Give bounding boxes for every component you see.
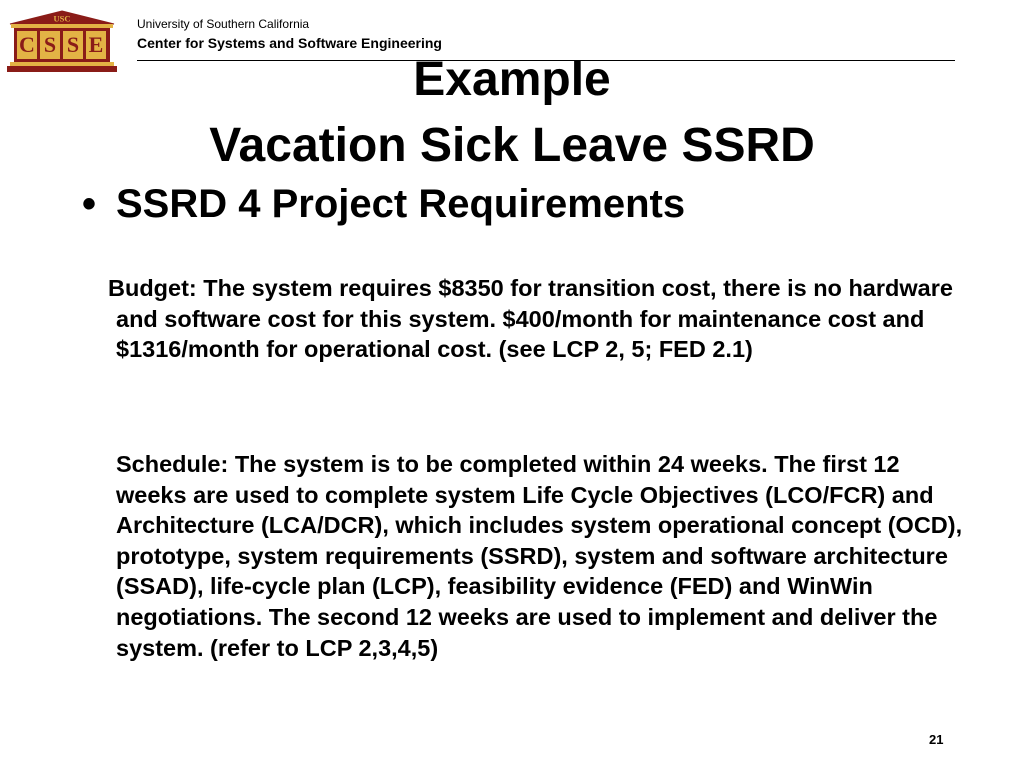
slide-title-line-2: Vacation Sick Leave SSRD <box>209 119 815 172</box>
logo-letter-c: C <box>19 32 35 57</box>
page-number: 21 <box>929 732 944 747</box>
bullet-heading <box>82 184 685 224</box>
bullet-icon: • <box>82 182 97 226</box>
header-text-block <box>137 18 442 50</box>
budget-paragraph: Budget: The system requires $8350 for transition cost, there is no hardware and software cost for this system. $400/month for maintenance cost and $1316/month for operational cost. (see LCP 2, 5; FED 2.1) <box>108 275 953 363</box>
organization-name: University of Southern California <box>137 17 310 31</box>
center-name: Center for Systems and Software Engineering <box>137 35 442 51</box>
slide-title-line-1: Example <box>413 53 611 106</box>
logo-letter-e: E <box>88 32 104 57</box>
logo-usc-label: USC <box>53 13 71 24</box>
schedule-paragraph: Schedule: The system is to be completed within 24 weeks. The first 12 weeks are used to complete system Life Cycle Objectives (LCO/FCR) and Architecture (LCA/DCR), which includes system operational concept (OCD), prototype, system requirements (SSRD), system and software architecture (SSAD), life-cycle plan (LCP), feasibility evidence (FED) and WinWin negotiations. The second 12 weeks are used to implement and deliver the system. (refer to LCP 2,3,4,5) <box>116 451 963 661</box>
bullet-heading-text: SSRD 4 Project Requirements <box>116 182 686 226</box>
logo-letter-s1: S <box>43 32 57 57</box>
logo-letter-s2: S <box>66 32 80 57</box>
